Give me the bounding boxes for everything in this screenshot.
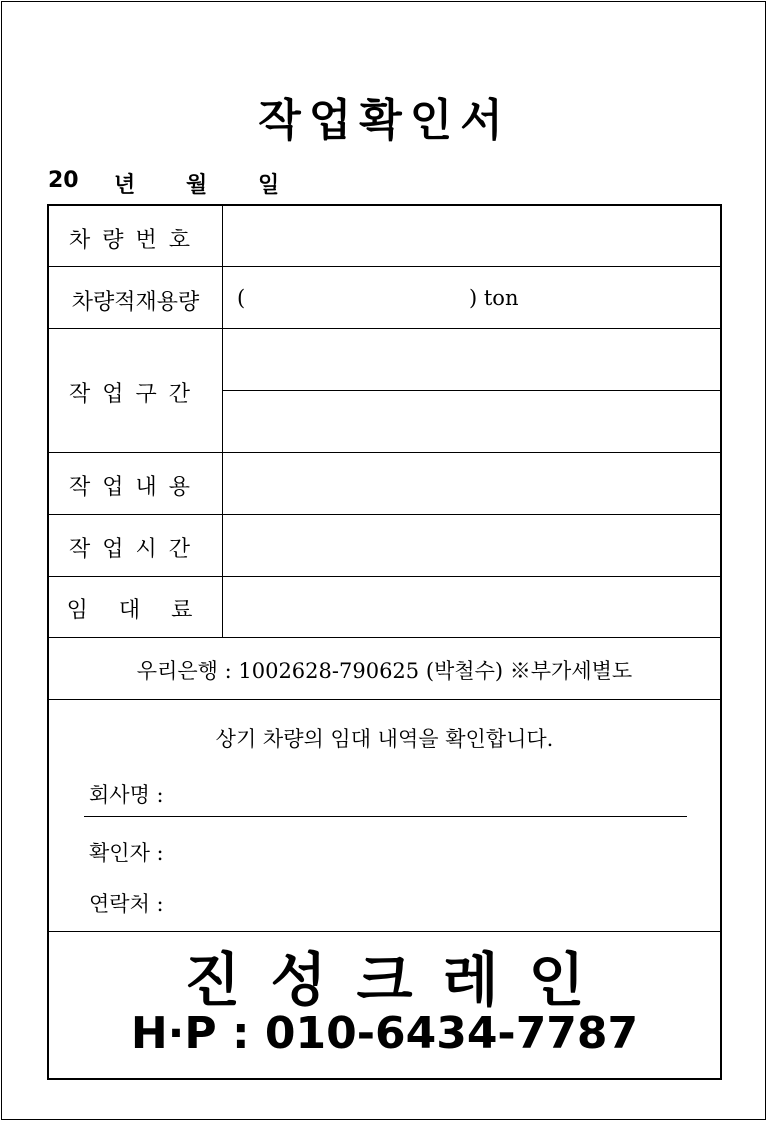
- company-name: 진성크레인: [184, 946, 615, 1014]
- date-year-unit: 년: [114, 173, 136, 198]
- confirmation-statement: 상기 차량의 임대 내역을 확인합니다.: [215, 727, 554, 751]
- bank-account-info: 우리은행 : 1002628-790625 (박철수) ※부가세별도: [136, 659, 633, 683]
- date-month-unit: 월: [186, 173, 208, 198]
- row-divider: [49, 328, 720, 329]
- label-work-section: 작업구간: [68, 382, 202, 407]
- contact-label: 연락처 :: [89, 892, 164, 916]
- label-capacity: 차량적재용량: [71, 290, 200, 315]
- label-work-time: 작업시간: [68, 537, 202, 562]
- company-name-underline: [84, 816, 687, 817]
- company-name-label: 회사명 :: [89, 783, 164, 807]
- capacity-open-paren: (: [237, 286, 246, 310]
- label-rental-fee: 임 대 료: [66, 598, 205, 623]
- row-divider: [49, 266, 720, 267]
- row-divider: [49, 637, 720, 638]
- row-divider: [49, 514, 720, 515]
- row-divider: [222, 390, 720, 391]
- date-day-unit: 일: [258, 173, 280, 198]
- date-year-prefix: 20: [48, 168, 79, 193]
- row-divider: [49, 931, 720, 932]
- label-vehicle-number: 차량번호: [68, 228, 202, 253]
- confirmer-label: 확인자 :: [89, 841, 164, 865]
- label-column-divider: [222, 206, 223, 637]
- row-divider: [49, 576, 720, 577]
- label-work-content: 작업내용: [68, 475, 202, 500]
- row-divider: [49, 452, 720, 453]
- row-divider: [49, 699, 720, 700]
- document-title: 작업확인서: [258, 95, 511, 146]
- phone-number: H·P : 010-6434-7787: [130, 1008, 639, 1059]
- capacity-unit: ) ton: [469, 286, 519, 310]
